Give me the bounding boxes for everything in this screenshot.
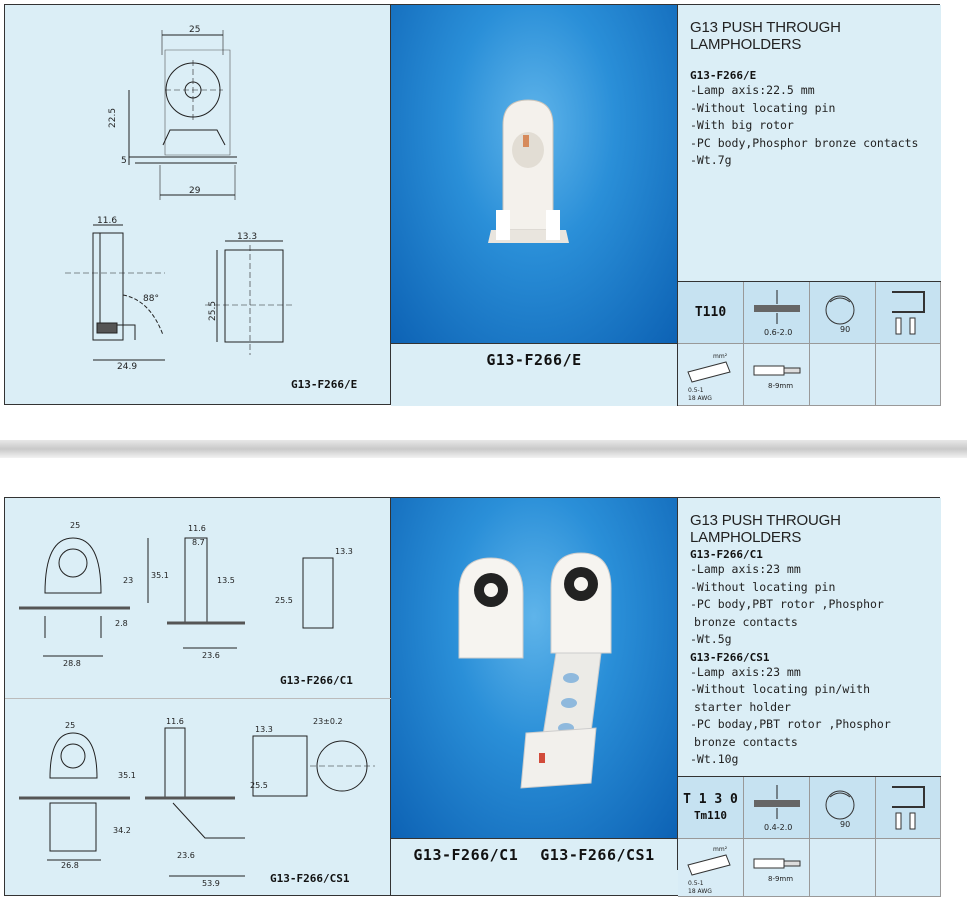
- product-photo: [391, 5, 678, 343]
- rotate-cell: [810, 777, 876, 839]
- dim: 23.6: [202, 651, 220, 660]
- strip-length: 8-9mm: [768, 382, 794, 390]
- contact-icon: [876, 282, 941, 344]
- wire-gauge-cell: [678, 839, 744, 897]
- dim: 25.5: [250, 781, 268, 790]
- technical-drawing: [5, 5, 391, 404]
- spec-line: -PC boday,PBT rotor ,Phosphor: [690, 717, 891, 731]
- lampholder-image: [391, 5, 678, 343]
- strip-length-icon: [744, 344, 810, 406]
- drawing-label: G13-F266/E: [291, 378, 358, 391]
- spec-title: G13 PUSH THROUGH LAMPHOLDERS: [690, 19, 841, 53]
- dim: 25.5: [275, 596, 293, 605]
- rotate-icon: [810, 282, 876, 344]
- spec-line: -Without locating pin: [690, 100, 836, 115]
- empty-cell: [876, 839, 941, 897]
- wire-gauge: 0.5-1: [688, 387, 704, 394]
- wire-gauge-cell: [678, 344, 744, 406]
- dim: 25: [65, 721, 76, 730]
- dim-side-width: 11.6: [97, 216, 118, 226]
- rotate-angle: 90: [840, 820, 851, 829]
- dim-angle: 88°: [143, 294, 159, 304]
- spec-line: -PC body,PBT rotor ,Phosphor: [690, 597, 884, 611]
- drawing-svg: [5, 5, 391, 405]
- dim: 11.6: [188, 524, 206, 533]
- dim: 26.8: [61, 861, 79, 870]
- product-panel-f266c1: [4, 497, 940, 896]
- model-name: G13-F266/E: [690, 69, 757, 82]
- tube-code-cell: [678, 777, 744, 839]
- spec-line: -Without locating pin: [690, 579, 836, 594]
- awg: 18 AWG: [688, 888, 712, 895]
- empty-cell: [810, 839, 876, 897]
- spec-line: -Lamp axis:23 mm: [690, 664, 801, 679]
- contact-cell: [876, 282, 941, 344]
- contact-icon: [876, 777, 941, 839]
- spec-block: [678, 5, 941, 281]
- drawing-svg: [5, 498, 391, 896]
- dim-cut-width: 13.3: [237, 232, 258, 242]
- icon-grid: [678, 776, 941, 896]
- spec-line: bronze contacts: [694, 734, 798, 749]
- spec-block: [678, 498, 941, 776]
- awg: 18 AWG: [688, 395, 712, 402]
- lampholder-image: [391, 498, 678, 838]
- dim: 34.2: [113, 826, 131, 835]
- spec-line: -Wt.7g: [690, 153, 732, 167]
- section-divider: [0, 440, 967, 458]
- wire-gauge-icon: [678, 839, 744, 897]
- dim: 23.6: [177, 851, 195, 860]
- panel-thickness-icon: [744, 777, 810, 839]
- wire-gauge: 0.5-1: [688, 880, 704, 887]
- spec-line: -Without locating pin/with: [690, 682, 871, 696]
- icon-grid: [678, 281, 941, 405]
- drawing-label-b: G13-F266/CS1: [270, 872, 350, 885]
- spec-line: -Lamp axis:22.5 mm: [690, 83, 815, 97]
- product-panel-f266e: [4, 4, 940, 405]
- drawing-label-a: G13-F266/C1: [280, 674, 353, 687]
- strip-length: 8-9mm: [768, 875, 794, 883]
- dim: 28.8: [63, 659, 81, 668]
- mm2: mm²: [713, 846, 728, 853]
- contact-cell: [876, 777, 941, 839]
- dim: 23: [123, 576, 134, 585]
- spec-line: -With big rotor: [690, 118, 794, 132]
- mm2: mm²: [713, 353, 728, 360]
- dim: 11.6: [166, 717, 184, 726]
- dim-base: 5: [121, 156, 127, 166]
- model-name-b: G13-F266/CS1: [690, 650, 770, 664]
- dim: 23±0.2: [313, 717, 343, 726]
- spec-line: -PC body,Phosphor bronze contacts: [690, 135, 919, 150]
- panel-thickness-cell: [744, 777, 810, 839]
- technical-drawing: [5, 498, 391, 895]
- dim: 13.3: [335, 547, 353, 556]
- dim: 35.1: [151, 571, 169, 580]
- empty-cell: [876, 344, 941, 406]
- spec-line: -Lamp axis:23 mm: [690, 562, 801, 576]
- dim: 13.5: [217, 576, 235, 585]
- tube-code-2: Tm110: [693, 808, 728, 822]
- panel-thickness-icon: [744, 282, 810, 344]
- dim: 13.3: [255, 725, 273, 734]
- tube-code: T110: [694, 304, 727, 320]
- dim-cut-height: 25.5: [208, 300, 218, 321]
- dim-side-bottom: 24.9: [117, 362, 138, 372]
- dim: 8.7: [192, 538, 205, 547]
- dim: 25: [70, 521, 81, 530]
- model-name-a: G13-F266/C1: [690, 548, 763, 561]
- photo-caption-a: G13-F266/C1: [413, 845, 519, 864]
- dim-top-width: 25: [189, 25, 201, 35]
- panel-thickness-cell: [744, 282, 810, 344]
- photo-caption-blank: [391, 375, 678, 406]
- product-photo: [391, 498, 678, 838]
- tube-code-cell: [678, 282, 744, 344]
- panel-thickness: 0.4-2.0: [764, 823, 793, 832]
- strip-length-cell: [744, 344, 810, 406]
- dim: 2.8: [115, 619, 128, 628]
- wire-gauge-icon: [678, 344, 744, 406]
- empty-cell: [810, 344, 876, 406]
- dim-height: 22.5: [108, 107, 118, 128]
- dim-bottom-width: 29: [189, 186, 201, 196]
- photo-caption-b: G13-F266/CS1: [540, 845, 655, 864]
- strip-length-cell: [744, 839, 810, 897]
- dim: 35.1: [118, 771, 136, 780]
- rotate-angle: 90: [840, 325, 851, 334]
- strip-length-icon: [744, 839, 810, 897]
- photo-caption: G13-F266/E: [391, 343, 678, 375]
- panel-thickness: 0.6-2.0: [764, 328, 793, 337]
- photo-caption: [391, 838, 678, 870]
- spec-line: starter holder: [694, 699, 791, 714]
- rotate-cell: [810, 282, 876, 344]
- spec-line: -Wt.10g: [690, 752, 739, 766]
- spec-title: G13 PUSH THROUGH LAMPHOLDERS: [690, 512, 841, 546]
- spec-line: -Wt.5g: [690, 632, 732, 646]
- dim: 53.9: [202, 879, 220, 888]
- rotate-icon: [810, 777, 876, 839]
- spec-line: bronze contacts: [694, 614, 798, 629]
- tube-code-1: T 1 3 0: [683, 791, 738, 807]
